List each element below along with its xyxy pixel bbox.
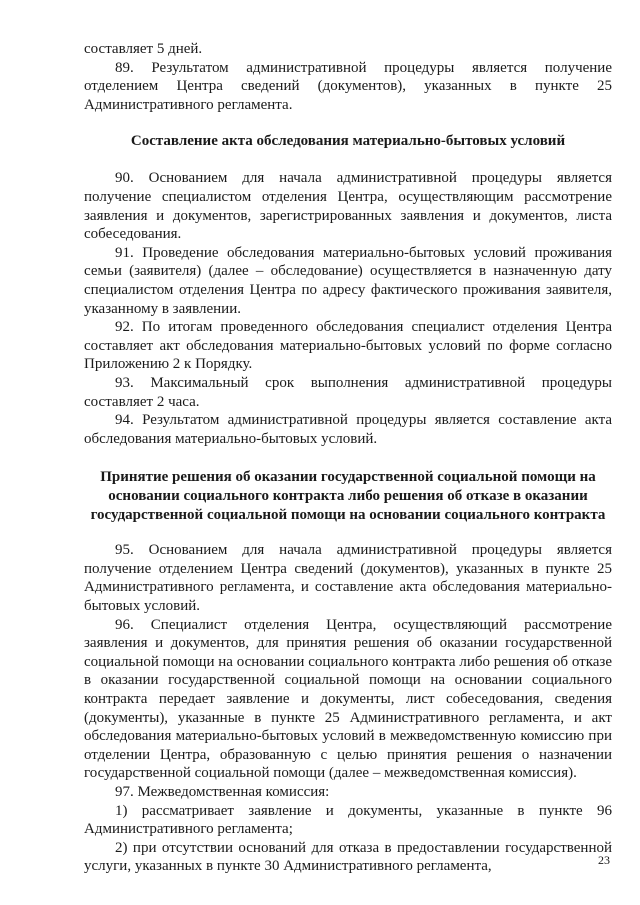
paragraph-97: 97. Межведомственная комиссия: bbox=[115, 784, 330, 800]
page-number: 23 bbox=[598, 853, 610, 867]
paragraph-97-item-2: 2) при отсутствии оснований для отказа в предоставлении государственной услуги, указанных в пункте 30 Административного регламента, bbox=[84, 839, 612, 875]
paragraph-95: 95. Основанием для начала административной процедуры является получение отделением Центра сведений (документов), указанных в пункте 25 Административного регламента, и составление акта обследования материально-бытовых условий. bbox=[84, 542, 612, 615]
paragraph-94: 94. Результатом административной процедуры является составление акта обследования материально-бытовых условий. bbox=[84, 412, 612, 447]
paragraph-97-item-1: 1) рассматривает заявление и документы, указанные в пункте 96 Административного регламента; bbox=[84, 802, 612, 838]
paragraph-92: 92. По итогам проведенного обследования специалист отделения Центра составляет акт обследования материально-бытовых условий по форме согласно Приложению 2 к Порядку. bbox=[84, 319, 612, 373]
paragraph-91: 91. Проведение обследования материально-бытовых условий проживания семьи (заявителя) (далее – обследование) осуществляется в назначенную дату специалистом отделения Центра по адресу фактического проживания заявителя, указанному в заявлении. bbox=[84, 244, 612, 317]
paragraph-93: 93. Максимальный срок выполнения административной процедуры составляет 2 часа. bbox=[84, 374, 612, 410]
section-heading-decision: Принятие решения об оказании государственной социальной помощи на основании социального контракта либо решения об отказе в оказании государственной социальной помощи на основании социального контракта bbox=[90, 469, 606, 524]
paragraph-89: 89. Результатом административной процедуры является получение отделением Центра сведений (документов), указанных в пункте 25 Административного регламента. bbox=[84, 59, 612, 113]
paragraph-96: 96. Специалист отделения Центра, осуществляющий рассмотрение заявления и документов, для принятия решения об оказании государственной социальной помощи на основании социального контракта либо решения об отказе в оказании государственной социальной помощи на основании социального контракта передает заявление и документы, лист собеседования, сведения (документы), указанные в пункте 25 Административного регламента, и акт обследования материально-бытовых условий в межведомственную комиссию при отделении Центра, образованную с целью принятия решения о назначении государственной социальной помощи (далее – межведомственная комиссия). bbox=[84, 616, 612, 782]
paragraph-continuation: составляет 5 дней. bbox=[84, 41, 203, 57]
paragraph-90: 90. Основанием для начала административной процедуры является получение специалистом отделения Центра, осуществляющим рассмотрение заявления и документов, зарегистрированных заявления и документов, листа собеседования. bbox=[84, 170, 612, 243]
section-heading-inspection-act: Составление акта обследования материально-бытовых условий bbox=[130, 133, 566, 150]
